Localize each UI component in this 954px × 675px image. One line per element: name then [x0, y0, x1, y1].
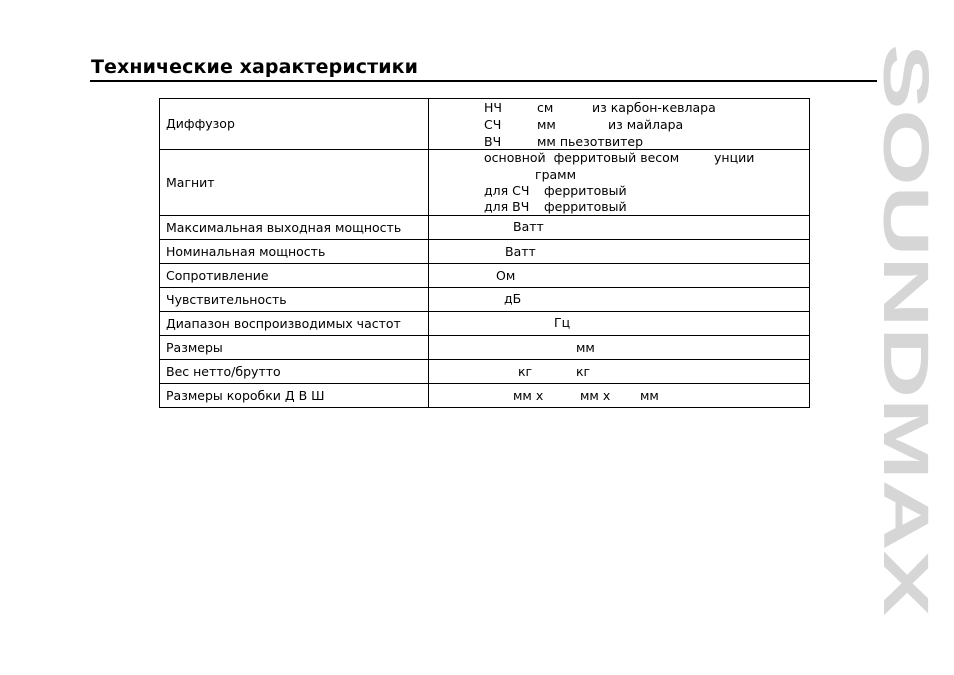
table-row-dimensions — [160, 336, 810, 360]
nominal-power-unit: Ватт — [505, 244, 536, 259]
table-row-frequency-range — [160, 312, 810, 336]
row-label: Чувствительность — [160, 288, 429, 312]
magnet-mid-type: ферритовый — [544, 183, 627, 198]
dimensions-unit: мм — [576, 340, 595, 355]
row-value — [429, 312, 810, 336]
magnet-mid-label: для СЧ — [484, 183, 530, 198]
row-label: Номинальная мощность — [160, 240, 429, 264]
row-label: Диапазон воспроизводимых частот — [160, 312, 429, 336]
row-value — [429, 99, 810, 150]
table-row-nominal-power — [160, 240, 810, 264]
diffuser-woofer-type: НЧ — [484, 100, 502, 115]
table-row-diffuser — [160, 99, 810, 150]
row-label: Вес нетто/брутто — [160, 360, 429, 384]
row-value — [429, 384, 810, 408]
table-row-max-power — [160, 216, 810, 240]
max-power-unit: Ватт — [513, 219, 544, 234]
title-divider — [90, 80, 877, 82]
row-value — [429, 360, 810, 384]
diffuser-tweeter-type: ВЧ — [484, 134, 502, 149]
diffuser-mid-type: СЧ — [484, 117, 502, 132]
row-value — [429, 216, 810, 240]
row-value — [429, 150, 810, 216]
specifications-table — [159, 98, 810, 408]
table-row-weight — [160, 360, 810, 384]
magnet-tweeter-type: ферритовый — [544, 199, 627, 214]
magnet-main-grams: грамм — [535, 167, 577, 182]
page-title: Технические характеристики — [91, 56, 419, 78]
magnet-tweeter-label: для ВЧ — [484, 199, 530, 214]
row-value — [429, 264, 810, 288]
diffuser-tweeter-spec: мм пьезотвитер — [537, 134, 644, 149]
brand-logo-text: SOUNDMAX — [870, 44, 942, 418]
diffuser-woofer-material: из карбон-кевлара — [592, 100, 716, 115]
row-value — [429, 288, 810, 312]
diffuser-mid-material: из майлара — [608, 117, 684, 132]
sensitivity-unit: дБ — [504, 291, 522, 306]
magnet-main: основной ферритовый весом — [484, 150, 680, 165]
table-row-impedance — [160, 264, 810, 288]
table-row-sensitivity — [160, 288, 810, 312]
weight-gross-unit: кг — [576, 364, 591, 379]
weight-net-unit: кг — [518, 364, 533, 379]
frequency-range-unit: Гц — [554, 315, 571, 330]
diffuser-mid-unit: мм — [537, 117, 556, 132]
soundmax-logo — [870, 40, 942, 620]
magnet-main-unit: унции — [714, 150, 755, 165]
box-width-unit: мм — [640, 388, 659, 403]
row-label: Магнит — [160, 150, 429, 216]
row-label: Диффузор — [160, 99, 429, 150]
row-label: Сопротивление — [160, 264, 429, 288]
row-label: Размеры коробки Д В Ш — [160, 384, 429, 408]
box-height-unit: мм х — [580, 388, 611, 403]
impedance-unit: Ом — [496, 268, 516, 283]
row-value — [429, 336, 810, 360]
row-label: Максимальная выходная мощность — [160, 216, 429, 240]
row-label: Размеры — [160, 336, 429, 360]
table-row-magnet — [160, 150, 810, 216]
row-value — [429, 240, 810, 264]
diffuser-woofer-unit: см — [537, 100, 554, 115]
table-row-box-dimensions — [160, 384, 810, 408]
box-length-unit: мм х — [513, 388, 544, 403]
